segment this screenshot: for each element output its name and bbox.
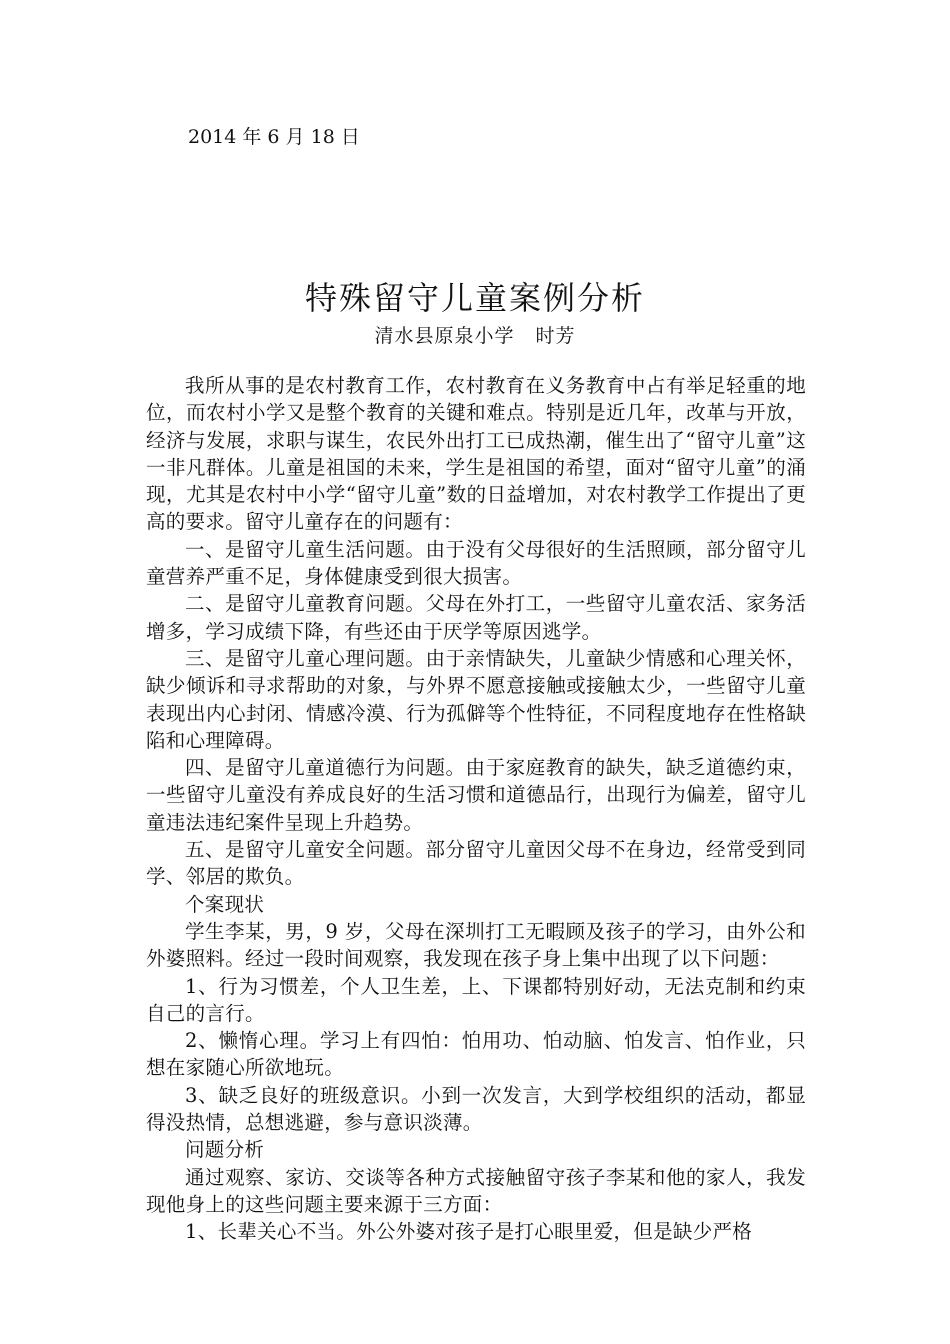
- document-title: 特殊留守儿童案例分析: [304, 279, 645, 317]
- paragraph-case-issue-2: 2、懒惰心理。学习上有四怕：怕用功、怕动脑、怕发言、怕作业，只想在家随心所欲地玩。: [146, 1029, 806, 1080]
- paragraph-case-intro: 学生李某，男，9 岁，父母在深圳打工无暇顾及孩子的学习，由外公和外婆照料。经过一段时间观察，我发现在孩子身上集中出现了以下问题：: [146, 919, 806, 971]
- paragraph-case-issue-3: 3、缺乏良好的班级意识。小到一次发言，大到学校组织的活动，都显得没热情，总想逃避，参与意识淡薄。: [146, 1083, 806, 1135]
- document-body: [146, 372, 806, 1246]
- paragraph-case-issue-1: 1、行为习惯差，个人卫生差，上、下课都特别好动，无法克制和约束自己的言行。: [146, 974, 806, 1025]
- paragraph-problem-1: 一、是留守儿童生活问题。由于没有父母很好的生活照顾，部分留守儿童营养严重不足，身体健康受到很大损害。: [146, 537, 806, 589]
- paragraph-analysis-1: 1、长辈关心不当。外公外婆对孩子是打心眼里爱，但是缺少严格: [185, 1220, 753, 1244]
- paragraph-problem-5: 五、是留守儿童安全问题。部分留守儿童因父母不在身边，经常受到同学、邻居的欺负。: [146, 838, 806, 889]
- document-date: 2014 年 6 月 18 日: [188, 126, 360, 148]
- paragraph-problem-3: 三、是留守儿童心理问题。由于亲情缺失，儿童缺少情感和心理关怀，缺少倾诉和寻求帮助的对象，与外界不愿意接触或接触太少，一些留守儿童表现出内心封闭、情感冷漠、行为孤僻等个性特征，不同程度地存在性格缺陷和心理障碍。: [146, 646, 806, 752]
- paragraph-problem-2: 二、是留守儿童教育问题。父母在外打工，一些留守儿童农活、家务活增多，学习成绩下降，有些还由于厌学等原因逃学。: [146, 592, 806, 643]
- paragraph-intro: 我所从事的是农村教育工作，农村教育在义务教育中占有举足轻重的地位，而农村小学又是整个教育的关键和难点。特别是近几年，改革与开放，经济与发展，求职与谋生，农民外出打工已成热潮，催生出了“留守儿童”这一非凡群体。儿童是祖国的未来，学生是祖国的希望，面对“留守儿童”的涌现，尤其是农村中小学“留守儿童”数的日益增加，对农村教学工作提出了更高的要求。留守儿童存在的问题有：: [146, 374, 806, 534]
- paragraph-analysis-intro: 通过观察、家访、交谈等各种方式接触留守孩子李某和他的家人，我发现他身上的这些问题主要来源于三方面：: [146, 1165, 806, 1216]
- document-author-line: 清水县原泉小学 时芳: [374, 325, 576, 347]
- section-heading-analysis: 问题分析: [185, 1138, 265, 1162]
- paragraph-problem-4: 四、是留守儿童道德行为问题。由于家庭教育的缺失，缺乏道德约束，一些留守儿童没有养成良好的生活习惯和道德品行，出现行为偏差，留守儿童违法违纪案件呈现上升趋势。: [146, 756, 806, 834]
- section-heading-case-status: 个案现状: [185, 892, 265, 916]
